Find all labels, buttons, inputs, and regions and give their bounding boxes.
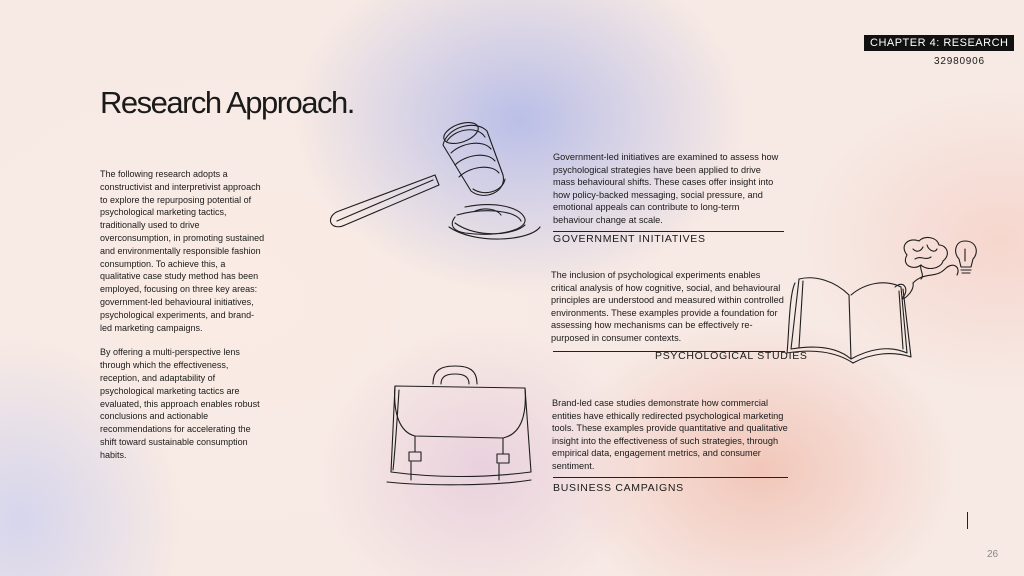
section-divider (553, 477, 788, 478)
business-campaigns-label: BUSINESS CAMPAIGNS (553, 482, 684, 494)
business-campaigns-text: Brand-led case studies demonstrate how commercial entities have ethically redirected psychological marketing tools. These examples provide quantitative and qualitative insight into the effectiveness of such strategies, through empirical data, engagement metrics, and consumer sentiment. (552, 398, 788, 471)
chapter-tag: CHAPTER 4: RESEARCH (864, 35, 1014, 51)
page-id: 32980906 (934, 56, 985, 67)
gavel-icon (325, 115, 565, 245)
psychological-studies-text: The inclusion of psychological experiments enables critical analysis of how cognitive, social, and behavioural principles are understood and measured within controlled environments. These examples provide a foundation for assessing how mechanisms can be effectively re-purposed in consumer contexts. (551, 270, 784, 343)
intro-paragraph: By offering a multi-perspective lens through which the effectiveness, reception, and adaptability of psychological marketing tactics are evaluated, this approach enables robust conclusions and actionable recommendations for accelerating the shift toward sustainable consumption habits. (100, 347, 260, 460)
psychological-studies-label: PSYCHOLOGICAL STUDIES (655, 350, 808, 362)
briefcase-icon (385, 362, 535, 492)
open-book-brain-icon (785, 235, 985, 370)
intro-text (100, 168, 265, 474)
text-cursor-mark (967, 512, 968, 529)
page-title: Research Approach. (100, 85, 354, 120)
intro-paragraph: The following research adopts a constructivist and interpretivist approach to explore the repurposing potential of psychological marketing tactics, traditionally used to drive overconsumption, in promoting sustained and environmentally responsible fashion consumption. To achieve this, a qualitative case study method has been employed, focusing on three key areas: government-led behavioural initiatives, psychological experiments, and brand-led marketing campaigns. (100, 169, 265, 333)
government-initiatives-label: GOVERNMENT INITIATIVES (553, 233, 706, 245)
section-divider (553, 231, 784, 232)
government-initiatives-text: Government-led initiatives are examined to assess how psychological strategies have been applied to drive mass behavioural shifts. These cases offer insight into how policy-backed messaging, social pressure, and emotional appeals can contribute to long-term behaviour change at scale. (553, 152, 779, 225)
page-number: 26 (987, 549, 999, 560)
